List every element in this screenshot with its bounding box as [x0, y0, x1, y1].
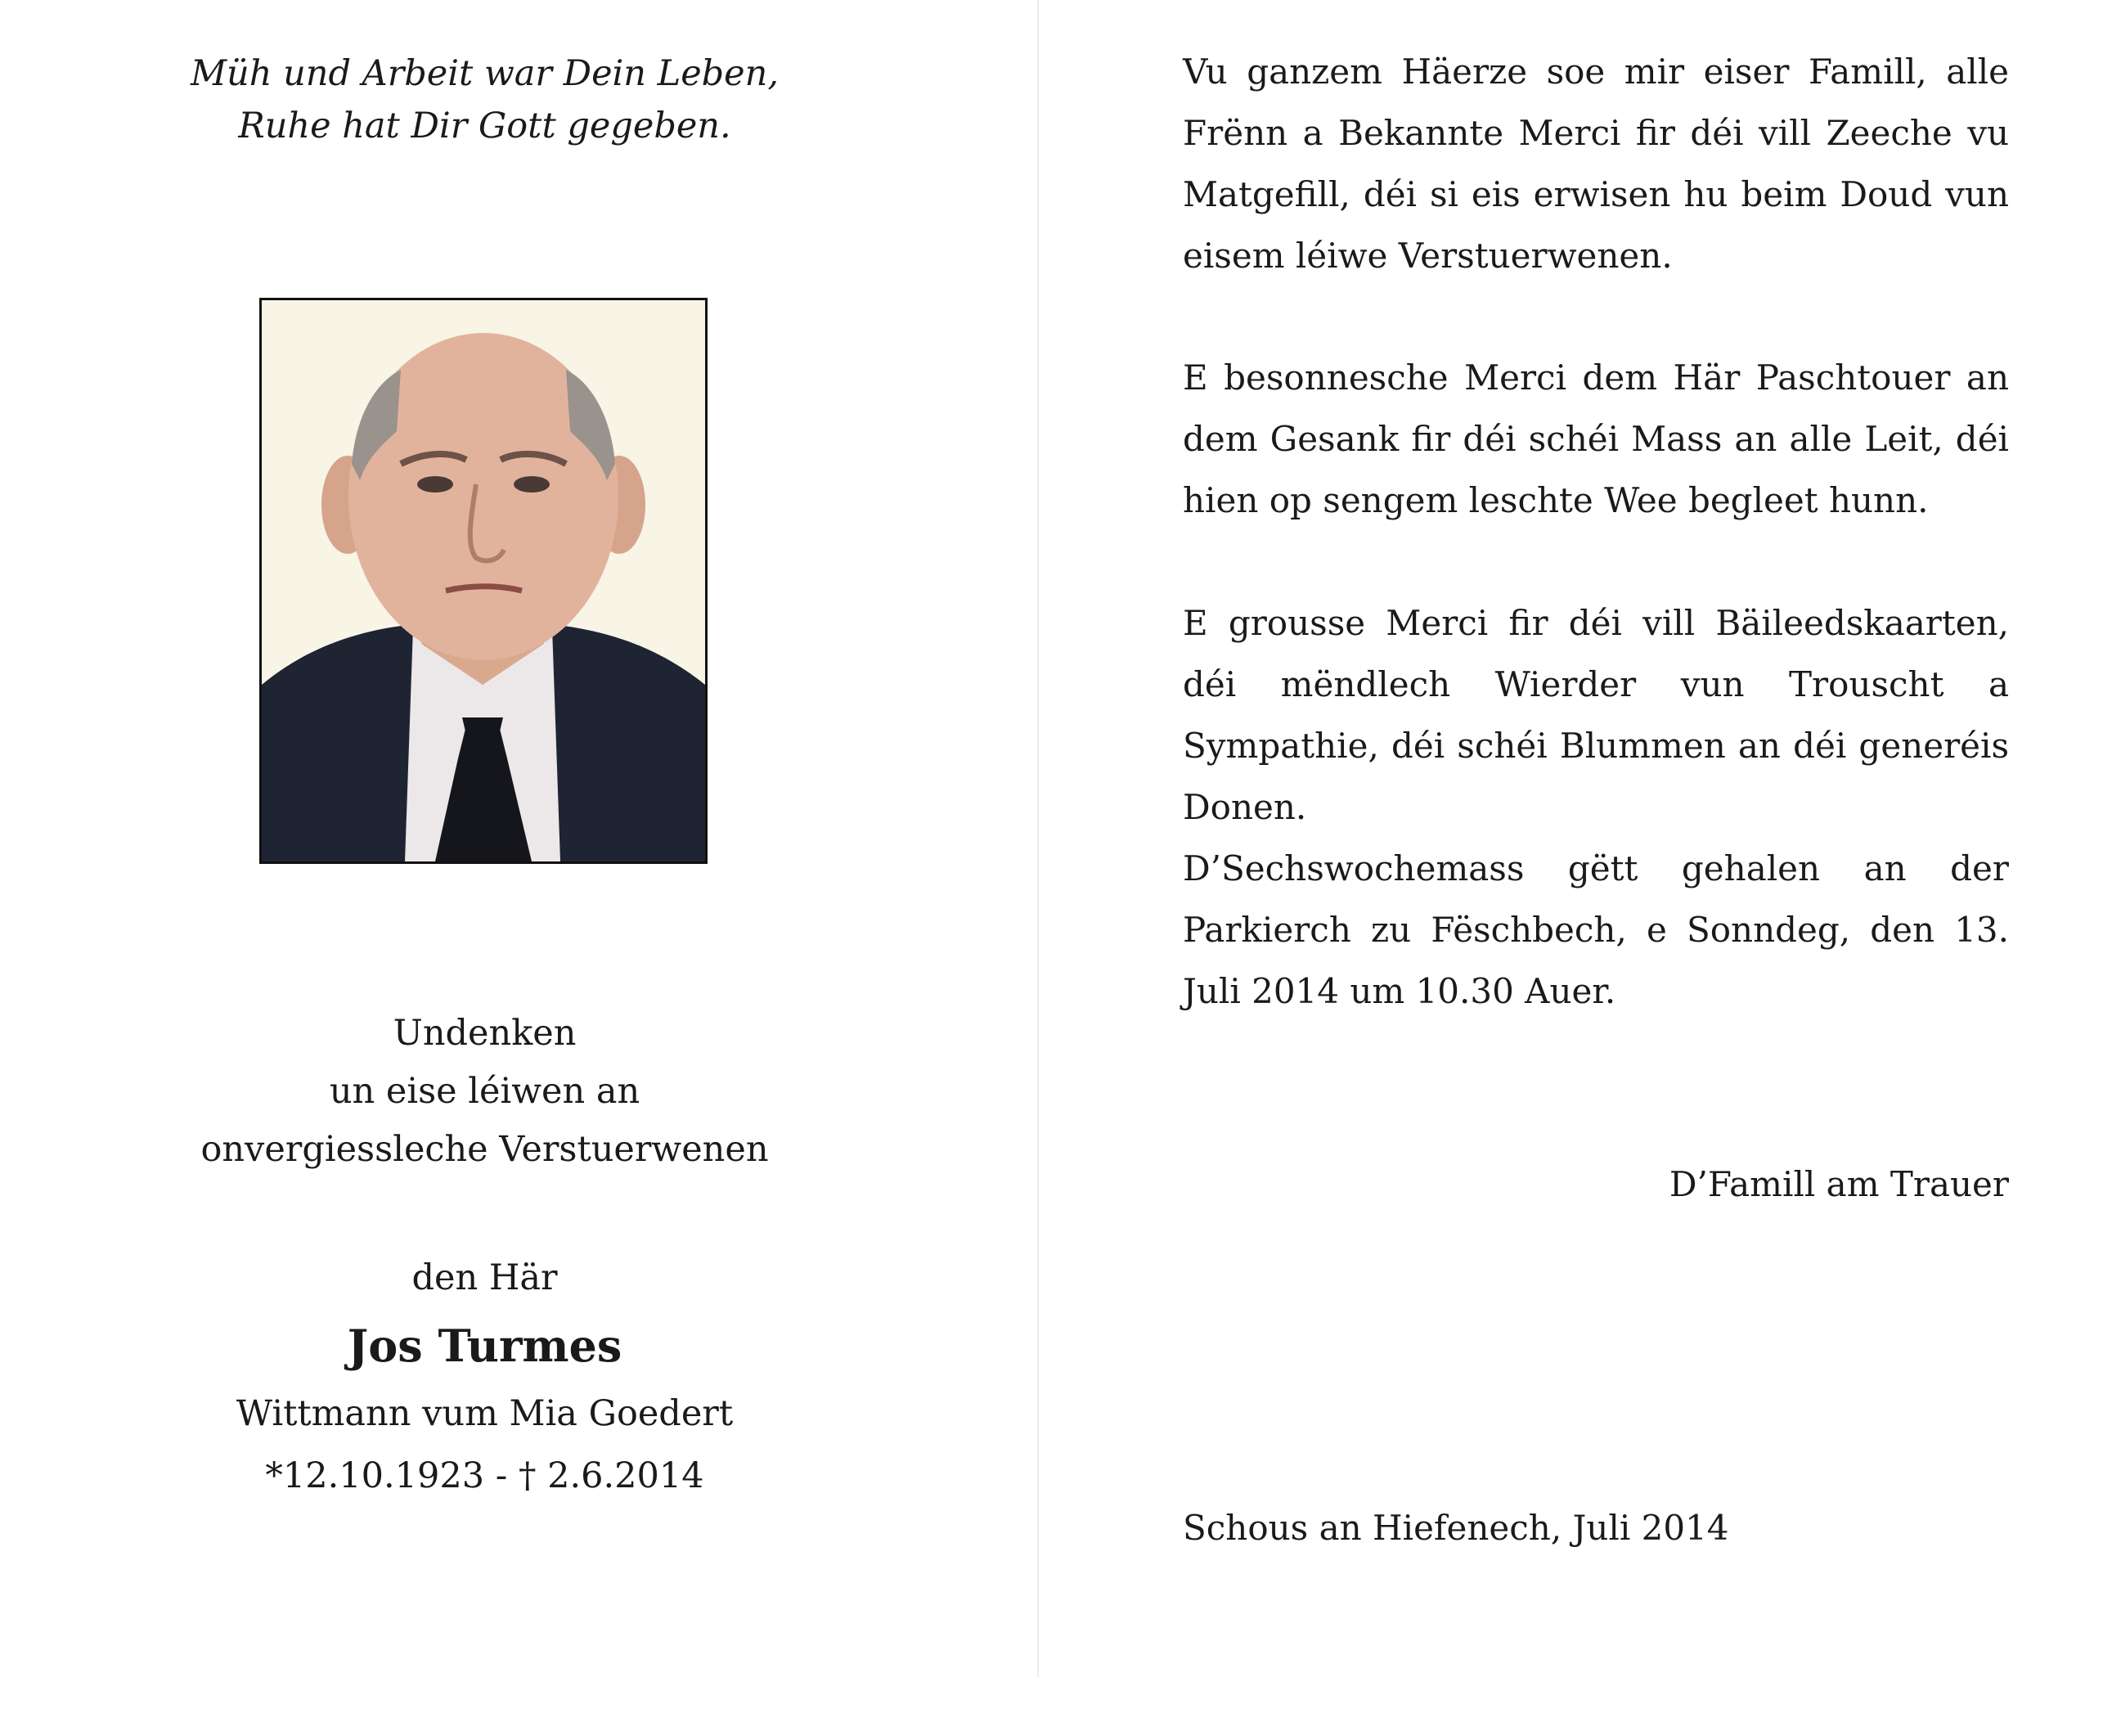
- memorial-text: [0, 1005, 969, 1179]
- deceased-block: [0, 1252, 969, 1507]
- deceased-name: Jos Turmes: [347, 1320, 622, 1372]
- thanks-paragraph-2: E besonnesche Merci dem Här Paschtouer an dem Gesank fir déi schéi Mass an alle Leit, déi hien op sengem leschte Wee begleet hunn.: [1183, 358, 2009, 520]
- portrait-photo-icon: [262, 300, 705, 861]
- memorial-line-3: onvergiessleche Verstuerwenen: [200, 1129, 769, 1170]
- family-signature: D’Famill am Trauer: [1669, 1164, 2009, 1204]
- thanks-paragraph-3: E grousse Merci fir déi vill Bäileedskaarten, déi mëndlech Wierder vun Trouscht a Sympathie, déi schéi Blummen an déi generéis Donen.: [1183, 603, 2009, 827]
- mass-announcement: D’Sechswochemass gëtt gehalen an der Parkierch zu Fëschbech, e Sonndeg, den 13. Juli 2014 um 10.30 Auer.: [1183, 848, 2009, 1011]
- thanks-paragraph-1: Vu ganzem Häerze soe mir eiser Famill, alle Frënn a Bekannte Merci fir déi vill Zeeche vu Matgefill, déi si eis erwisen hu beim Doud vun eisem léiwe Verstuerwenen.: [1183, 52, 2009, 276]
- motto-line-1: Müh und Arbeit war Dein Leben,: [191, 53, 779, 94]
- motto-line-2: Ruhe hat Dir Gott gegeben.: [238, 106, 731, 146]
- place-and-date: Schous an Hiefenech, Juli 2014: [1183, 1508, 1729, 1548]
- memorial-line-1: Undenken: [393, 1013, 577, 1054]
- life-dates: *12.10.1923 - † 2.6.2014: [265, 1455, 704, 1496]
- motto: [0, 47, 969, 152]
- portrait-photo: [259, 298, 708, 864]
- spouse-line: Wittmann vum Mia Goedert: [236, 1393, 734, 1434]
- memorial-line-2: un eise léiwen an: [329, 1071, 640, 1112]
- name-prefix: den Här: [411, 1257, 558, 1298]
